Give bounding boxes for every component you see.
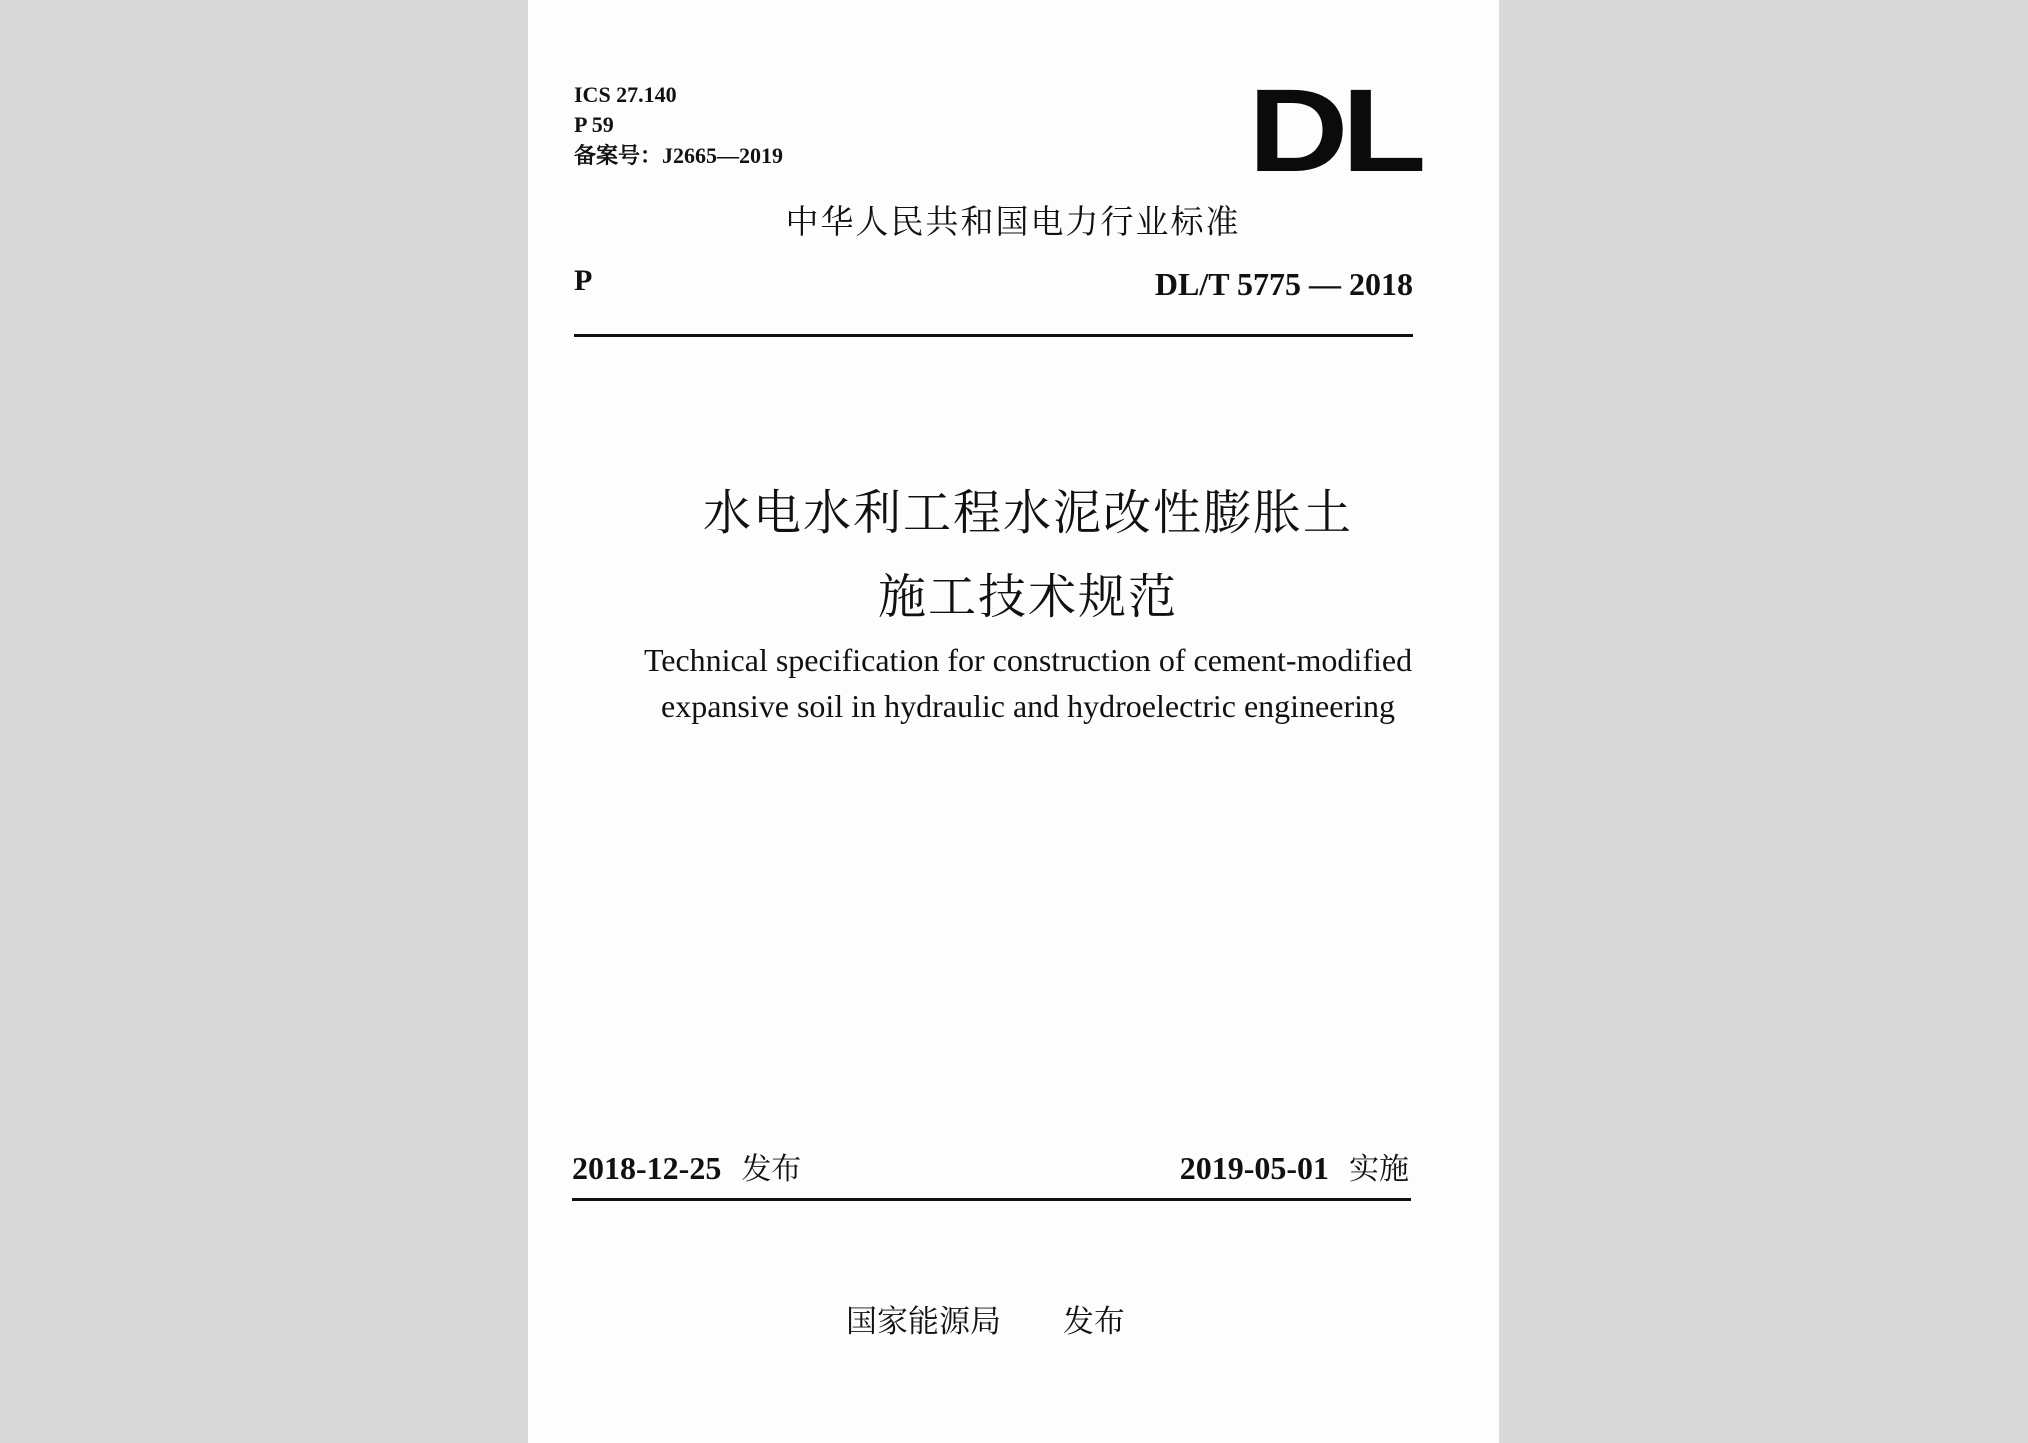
ics-code: ICS 27.140 [574,82,677,107]
issue-date: 2018-12-25 [572,1150,722,1186]
title-en-line1: Technical specification for construction of cement-modified [643,642,1413,678]
issue-label: 发布 [741,1152,802,1187]
publisher-action: 发布 [1062,1304,1125,1340]
title-cn-line2: 施工技术规范 [877,569,1178,625]
record-number: 备案号：J2665—2019 [574,143,784,168]
dl-logo: DL [1248,65,1420,197]
title-cn-line1: 水电水利工程水泥改性膨胀土 [702,485,1353,541]
publisher-name: 国家能源局 [846,1304,1001,1340]
implement-label: 实施 [1349,1152,1409,1187]
implement-date: 2019-05-01 [1179,1150,1329,1186]
implement-date-block [1180,1144,1409,1188]
standard-number: DL/T 5775 — 2018 [1154,266,1413,302]
issue-date-block [572,1144,801,1188]
bottom-divider [572,1198,1411,1201]
top-divider [574,334,1413,337]
class-code: P 59 [574,112,614,137]
publisher-block [846,1296,1125,1341]
industry-standard-title: 中华人民共和国电力行业标准 [785,202,1241,241]
title-en-line2: expansive soil in hydraulic and hydroelectric engineering [661,688,1395,724]
document-page [528,0,1499,1443]
category-code: P [574,264,593,297]
